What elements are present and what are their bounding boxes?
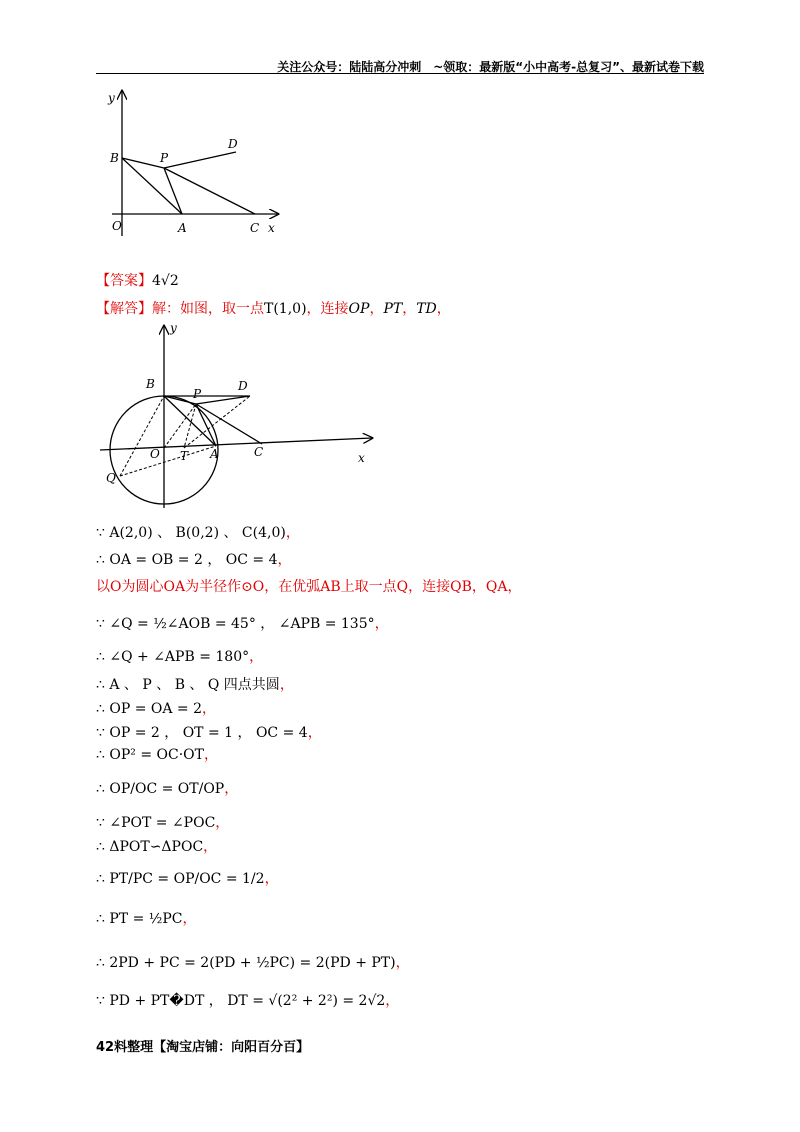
segment-qb: [120, 396, 164, 476]
step-punct: ，: [203, 839, 218, 855]
step-line: [96, 954, 410, 972]
step-punct: ，: [277, 552, 292, 568]
step-punct: ，: [202, 701, 217, 717]
sep-1: ，: [369, 301, 384, 317]
step-line: [96, 838, 217, 856]
segment-pc: [164, 168, 255, 214]
step-math: ∴ OP = OA = 2: [96, 701, 203, 717]
step-line: [96, 910, 196, 928]
label-q: Q: [106, 471, 116, 485]
step-punct: ，: [249, 649, 264, 665]
step-punct: ，: [264, 871, 279, 887]
x-axis: [100, 438, 372, 450]
step-line: [96, 724, 322, 742]
segment-pt: [184, 404, 196, 448]
step-punct: ，: [307, 725, 322, 741]
seg-pt: PT: [383, 301, 403, 317]
step-line: [96, 676, 294, 694]
figure-1: [100, 88, 300, 238]
step-math: ∵ A(2,0) 、 B(0,2) 、 C(4,0): [96, 525, 286, 541]
step-line: [96, 814, 229, 832]
point-t: T(1,0): [264, 301, 307, 317]
page-header: 关注公众号：陆陆高分冲刺 ~领取：最新版“小中高考-总复习”、最新试卷下载: [277, 60, 704, 74]
label-d: D: [238, 379, 248, 393]
step-math: 以O为圆心OA为半径作⊙O，在优弧AB上取一点Q，连接QB，QA: [96, 579, 508, 595]
step-line: [96, 578, 522, 596]
step-line: [96, 746, 218, 764]
segment-qa: [120, 446, 216, 476]
solution-connect: ，连接: [306, 301, 349, 317]
label-x: x: [358, 451, 365, 465]
step-punct: ，: [224, 781, 239, 797]
label-t: T: [180, 449, 189, 463]
step-punct: ，: [507, 579, 522, 595]
step-math: ∴ OP/OC = OT/OP: [96, 781, 225, 797]
step-math: ∴ 2PD + PC = 2(PD + ½PC) = 2(PD + PT): [96, 955, 396, 971]
footer-text: 料整理【淘宝店铺：向阳百分百】: [114, 1040, 310, 1055]
step-math: ∵ OP = 2 ， OT = 1 ， OC = 4: [96, 725, 308, 741]
step-math: ∴ PT = ½PC: [96, 911, 183, 927]
segment-ba: [164, 396, 216, 446]
label-a: A: [210, 447, 219, 461]
step-math: ∴ PT/PC = OP/OC = 1/2: [96, 871, 265, 887]
step-punct: ，: [203, 747, 218, 763]
segment-pd: [196, 396, 250, 404]
label-c: C: [254, 445, 264, 459]
intro-end: ，: [436, 301, 451, 317]
seg-op: OP: [348, 301, 370, 317]
label-x: x: [268, 221, 275, 235]
step-line: [96, 615, 389, 633]
label-o: O: [112, 219, 122, 233]
solution-label: 【解答】: [96, 301, 152, 317]
solution-intro: 解：如图，取一点: [152, 301, 264, 317]
page-footer: [96, 1036, 309, 1055]
step-punct: ，: [215, 815, 230, 831]
seg-td: TD: [416, 301, 437, 317]
step-math: ∴ A 、 P 、 B 、 Q 四点共圆: [96, 677, 280, 693]
step-math: ∵ ∠POT = ∠POC: [96, 815, 216, 831]
label-b: B: [110, 151, 119, 165]
segment-pa: [164, 168, 182, 214]
step-math: ∴ OA = OB = 2 ， OC = 4: [96, 552, 278, 568]
step-math: ∴ ΔPOT∽ΔPOC: [96, 839, 204, 855]
step-punct: ，: [182, 911, 197, 927]
segment-pd: [164, 152, 236, 168]
step-punct: ，: [279, 677, 294, 693]
step-punct: ，: [385, 993, 400, 1009]
step-math: ∴ ∠Q + ∠APB = 180°: [96, 649, 250, 665]
label-o: O: [150, 447, 160, 461]
answer-line: [96, 272, 179, 290]
header-rule: [96, 73, 704, 74]
label-y: y: [170, 321, 177, 335]
label-p: P: [193, 387, 202, 401]
solution-intro-line: [96, 300, 451, 318]
step-punct: ，: [285, 525, 300, 541]
figure-2: [96, 320, 386, 510]
step-line: [96, 992, 399, 1010]
label-y: y: [108, 91, 115, 105]
step-math: ∴ OP² = OC·OT: [96, 747, 204, 763]
step-line: [96, 780, 238, 798]
step-punct: ，: [395, 955, 410, 971]
step-line: [96, 551, 292, 569]
step-line: [96, 648, 263, 666]
page-number: 42: [96, 1040, 115, 1055]
step-math: ∵ PD + PT�DT ， DT = √(2² + 2²) = 2√2: [96, 993, 386, 1009]
label-p: P: [160, 151, 169, 165]
step-line: [96, 700, 216, 718]
step-line: [96, 870, 279, 888]
label-a: A: [178, 221, 187, 235]
sep-2: ，: [402, 301, 417, 317]
label-b: B: [146, 377, 155, 391]
label-d: D: [228, 137, 238, 151]
label-c: C: [250, 221, 260, 235]
answer-value: 4√2: [152, 273, 179, 289]
step-punct: ，: [374, 616, 389, 632]
step-math: ∵ ∠Q = ½∠AOB = 45° ， ∠APB = 135°: [96, 616, 375, 632]
step-line: [96, 524, 300, 542]
answer-label: 【答案】: [96, 273, 152, 289]
